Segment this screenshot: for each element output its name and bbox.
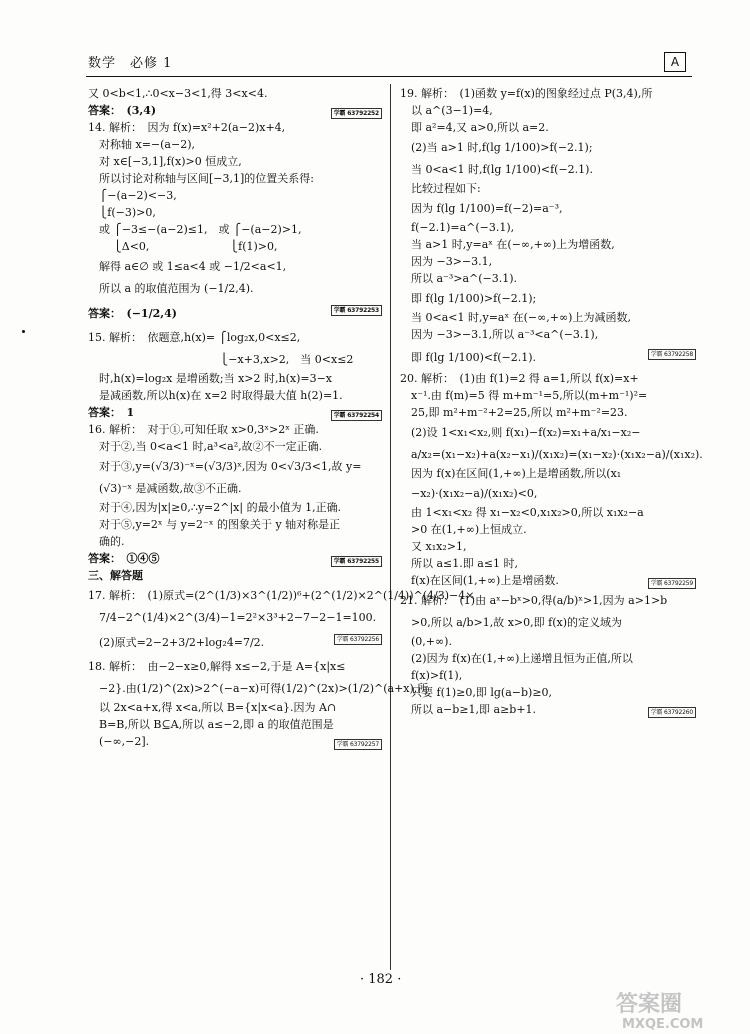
text-line: [88, 349, 382, 371]
text-line: [88, 86, 382, 103]
line-text: a/x₂=(x₁−x₂)+a(x₂−x₁)/(x₁x₂)=(x₁−x₂)·(x₁x₂−a)/(x₁x₂).: [400, 448, 703, 461]
id-tag-badge: 学霸 63792260: [648, 707, 696, 718]
text-line: [88, 439, 382, 456]
text-line: [400, 344, 696, 371]
line-text: 确的.: [88, 535, 125, 548]
text-line: [400, 685, 696, 702]
text-line: [88, 456, 382, 478]
line-text: ⎧−(a−2)<−3,: [88, 189, 177, 202]
text-line: [400, 310, 696, 327]
text-line: [400, 668, 696, 685]
line-text: 只要 f(1)≥0,即 lg(a−b)≥0,: [400, 686, 553, 699]
id-tag-badge: 学霸 63792255: [331, 556, 382, 567]
text-line: [88, 585, 475, 607]
line-text: 答案： ①④⑤: [88, 552, 160, 565]
text-line: [88, 568, 382, 585]
line-text: 19. 解析： (1)函数 y=f(x)的图象经过点 P(3,4),所: [400, 87, 653, 100]
text-line: [88, 239, 382, 256]
id-tag-badge: 学霸 63792258: [648, 349, 696, 360]
text-line: [400, 405, 696, 422]
text-line: [88, 300, 382, 327]
line-text: 16. 解析： 对于①,可知任取 x>0,3ˣ>2ˣ 正确.: [88, 423, 319, 436]
text-line: [88, 656, 382, 678]
line-text: 对于②,当 0<a<1 时,a³<a²,故②不一定正确.: [88, 440, 323, 453]
line-text: 即 f(lg 1/100)>f(−2.1);: [400, 292, 537, 305]
text-line: [88, 137, 382, 154]
line-text: 以 2x<a+x,得 x<a,所以 B={x|x<a}.因为 A∩: [88, 701, 337, 714]
margin-dot: [22, 330, 25, 333]
line-text: (2)当 a>1 时,f(lg 1/100)>f(−2.1);: [400, 141, 593, 154]
line-text: f(x)在区间(1,+∞)上是增函数.: [400, 574, 559, 587]
text-line: [400, 505, 696, 522]
line-text: 答案： 1: [88, 406, 135, 419]
line-text: 当 0<a<1 时,f(lg 1/100)<f(−2.1).: [400, 163, 593, 176]
text-line: [400, 483, 696, 505]
line-text: 对 x∈[−3,1],f(x)>0 恒成立,: [88, 155, 242, 168]
id-tag-badge: 学霸 63792256: [334, 634, 382, 645]
text-line: [400, 556, 696, 573]
text-line: [88, 222, 382, 239]
line-text: 由 1<x₁<x₂ 得 x₁−x₂<0,x₁x₂>0,所以 x₁x₂−a: [400, 506, 644, 519]
edition-badge: A: [664, 52, 686, 72]
column-divider: [390, 84, 391, 970]
line-text: x⁻¹.由 f(m)=5 得 m+m⁻¹=5,所以(m+m⁻¹)²=: [400, 389, 648, 402]
line-text: 当 a>1 时,y=aˣ 在(−∞,+∞)上为增函数,: [400, 238, 615, 251]
line-text: 21. 解析： (1)由 aˣ−bˣ>0,得(a/b)ˣ>1,因为 a>1>b: [400, 594, 668, 607]
line-text: ⎩Δ<0, ⎩f(1)>0,: [88, 240, 278, 253]
text-line: [400, 120, 696, 137]
text-line: [88, 607, 382, 629]
text-line: [400, 181, 696, 198]
text-line: [88, 717, 382, 734]
line-text: 15. 解析： 依题意,h(x)= ⎧log₂x,0<x≤2,: [88, 331, 301, 344]
text-line: [88, 500, 382, 517]
text-line: [88, 188, 382, 205]
line-text: 对于④,因为|x|≥0,∴y=2^|x| 的最小值为 1,正确.: [88, 501, 342, 514]
line-text: f(x)>f(1),: [400, 669, 463, 682]
text-line: [400, 388, 696, 405]
text-line: [88, 551, 382, 568]
watermark-logo: [612, 985, 738, 1031]
text-line: [400, 198, 696, 220]
line-text: 答案： (3,4): [88, 104, 157, 117]
line-text: 以 a^(3−1)=4,: [400, 104, 493, 117]
line-text: 三、解答题: [88, 569, 143, 582]
line-text: >0 在(1,+∞)上恒成立.: [400, 523, 527, 536]
line-text: 对于⑤,y=2ˣ 与 y=2⁻ˣ 的图象关于 y 轴对称是正: [88, 518, 341, 531]
line-text: 是减函数,所以h(x)在 x=2 时取得最大值 h(2)=1.: [88, 389, 343, 402]
line-text: 对称轴 x=−(a−2),: [88, 138, 195, 151]
text-line: [88, 629, 382, 656]
text-line: [88, 422, 382, 439]
text-line: [88, 388, 382, 405]
line-text: 又 x₁x₂>1,: [400, 540, 467, 553]
line-text: 即 a²=4,又 a>0,所以 a=2.: [400, 121, 549, 134]
text-line: [88, 327, 382, 349]
text-line: [400, 220, 696, 237]
text-line: [88, 517, 382, 534]
text-line: [400, 254, 696, 271]
text-line: [400, 634, 696, 651]
line-text: 所以 a≤1.即 a≤1 时,: [400, 557, 519, 570]
line-text: 18. 解析： 由−2−x≥0,解得 x≤−2,于是 A={x|x≤: [88, 660, 346, 673]
line-text: 因为 −3>−3.1,: [400, 255, 493, 268]
page-header-subject: 数学 必修 1: [88, 56, 173, 71]
line-text: 答案： (−1/2,4): [88, 307, 177, 320]
text-line: [400, 288, 696, 310]
id-tag-badge: 学霸 63792259: [648, 578, 696, 589]
line-text: 所以 a−b≥1,即 a≥b+1.: [400, 703, 537, 716]
text-line: [400, 612, 696, 634]
id-tag-badge: 学霸 63792254: [331, 410, 382, 421]
text-line: [88, 534, 382, 551]
text-line: [88, 478, 382, 500]
line-text: 25,即 m²+m⁻²+2=25,所以 m²+m⁻²=23.: [400, 406, 628, 419]
line-text: 14. 解析： 因为 f(x)=x²+2(a−2)x+4,: [88, 121, 286, 134]
line-text: 所以讨论对称轴与区间[−3,1]的位置关系得:: [88, 172, 314, 185]
text-line: [400, 573, 696, 590]
text-line: [400, 271, 696, 288]
line-text: 比较过程如下:: [400, 182, 481, 195]
text-line: [88, 278, 382, 300]
text-line: [88, 171, 382, 188]
line-text: −x₂)·(x₁x₂−a)/(x₁x₂)<0,: [400, 487, 538, 500]
text-line: [88, 405, 382, 422]
text-line: [400, 539, 696, 556]
line-text: −2}.由(1/2)^(2x)>2^(−a−x)可得(1/2)^(2x)>(1/2)^(a+x),所: [88, 682, 429, 695]
line-text: 17. 解析： (1)原式=(2^(1/3)×3^(1/2))⁶+(2^(1/2)×2^(1/4))^(4/3)−4×: [88, 589, 475, 602]
text-line: [400, 103, 696, 120]
text-line: [400, 651, 696, 668]
id-tag-badge: 学霸 63792252: [331, 108, 382, 119]
line-text: 所以 a⁻³>a^(−3.1).: [400, 272, 518, 285]
line-text: (2)原式=2−2+3/2+log₂4=7/2.: [88, 636, 265, 649]
line-text: 因为 f(lg 1/100)=f(−2)=a⁻³,: [400, 202, 563, 215]
text-line: [400, 159, 696, 181]
line-text: 20. 解析： (1)由 f(1)=2 得 a=1,所以 f(x)=x+: [400, 372, 639, 385]
text-line: [88, 371, 382, 388]
line-text: (2)因为 f(x)在(1,+∞)上递增且恒为正值,所以: [400, 652, 633, 665]
line-text: 当 0<a<1 时,y=aˣ 在(−∞,+∞)上为减函数,: [400, 311, 631, 324]
id-tag-badge: 学霸 63792257: [334, 739, 382, 750]
watermark-url: MXQE.COM: [622, 1017, 704, 1031]
text-line: [88, 700, 382, 717]
text-line: [400, 371, 696, 388]
line-text: ⎩−x+3,x>2, 当 0<x≤2: [88, 353, 354, 366]
line-text: (0,+∞).: [400, 635, 452, 648]
line-text: ⎩f(−3)>0,: [88, 206, 156, 219]
line-text: 又 0<b<1,∴0<x−3<1,得 3<x<4.: [88, 87, 268, 100]
line-text: 因为 −3>−3.1,所以 a⁻³<a^(−3.1),: [400, 328, 599, 341]
line-text: 7/4−2^(1/4)×2^(3/4)−1=2²×3³+2−7−2−1=100.: [88, 611, 377, 624]
text-line: [88, 256, 382, 278]
watermark-text: 答案圈: [616, 992, 683, 1017]
text-line: [400, 327, 696, 344]
line-text: 或 ⎧−3≤−(a−2)≤1, 或 ⎧−(a−2)>1,: [88, 223, 302, 236]
text-line: [400, 590, 696, 612]
text-line: [88, 103, 382, 120]
text-line: [400, 702, 696, 719]
text-line: [400, 137, 696, 159]
text-line: [400, 237, 696, 254]
page-number: · 182 ·: [360, 972, 402, 987]
line-text: 时,h(x)=log₂x 是增函数;当 x>2 时,h(x)=3−x: [88, 372, 332, 385]
line-text: 解得 a∈∅ 或 1≤a<4 或 −1/2<a<1,: [88, 260, 287, 273]
text-line: [400, 466, 696, 483]
header-rule: [86, 76, 692, 77]
text-line: [88, 154, 382, 171]
line-text: (2)设 1<x₁<x₂,则 f(x₁)−f(x₂)=x₁+a/x₁−x₂−: [400, 426, 641, 439]
line-text: B=B,所以 B⊆A,所以 a≤−2,即 a 的取值范围是: [88, 718, 334, 731]
line-text: 对于③,y=(√3/3)⁻ˣ=(√3/3)ˣ,因为 0<√3/3<1,故 y=: [88, 460, 362, 473]
text-line: [88, 120, 382, 137]
text-line: [88, 734, 382, 751]
line-text: 所以 a 的取值范围为 (−1/2,4).: [88, 282, 254, 295]
text-line: [400, 444, 703, 466]
line-text: >0,所以 a/b>1,故 x>0,即 f(x)的定义域为: [400, 616, 622, 629]
text-line: [88, 678, 429, 700]
line-text: (√3)⁻ˣ 是减函数,故③不正确.: [88, 482, 242, 495]
text-line: [400, 422, 696, 444]
text-line: [400, 522, 696, 539]
id-tag-badge: 学霸 63792253: [331, 305, 382, 316]
line-text: 即 f(lg 1/100)<f(−2.1).: [400, 351, 536, 364]
line-text: f(−2.1)=a^(−3.1),: [400, 221, 515, 234]
text-line: [88, 205, 382, 222]
right-column: [400, 86, 703, 719]
line-text: 因为 f(x)在区间(1,+∞)上是增函数,所以(x₁: [400, 467, 622, 480]
line-text: (−∞,−2].: [88, 735, 150, 748]
text-line: [400, 86, 696, 103]
